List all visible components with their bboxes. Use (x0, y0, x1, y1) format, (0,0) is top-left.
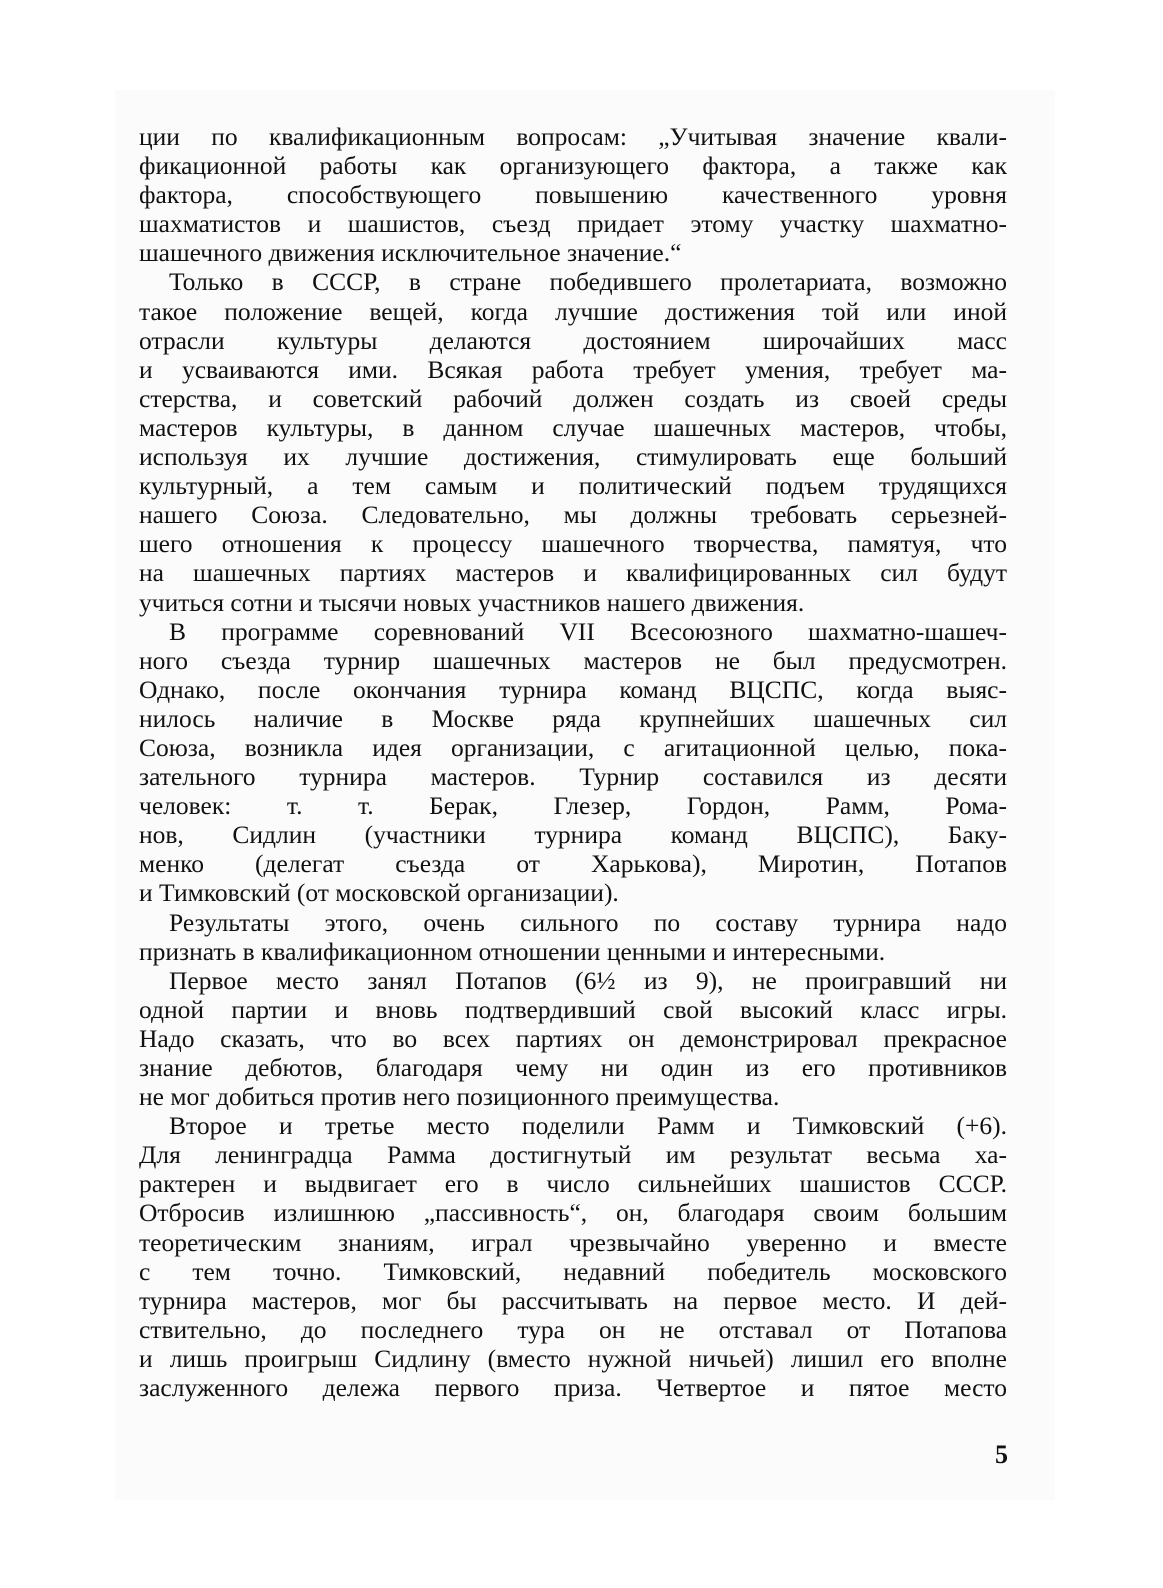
text-line: ствительно, до последнего тура он не отставал от Потапова (139, 1314, 1007, 1344)
text-line: турнира мастеров, мог бы рассчитывать на первое место. И дей- (139, 1285, 1007, 1315)
text-line: В программе соревнований VII Всесоюзного шахматно-шашеч- (169, 616, 1007, 646)
text-line: теоретическим знаниям, играл чрезвычайно уверенно и вместе (139, 1227, 1007, 1257)
text-line: ного съезда турнир шашечных мастеров не был предусмотрен. (139, 645, 1007, 675)
text-line: Результаты этого, очень сильного по составу турнира надо (169, 907, 1007, 937)
text-line: Для ленинградца Рамма достигнутый им результат весьма ха- (139, 1140, 1007, 1170)
text-line: Союза, возникла идея организации, с агитационной целью, пока- (139, 732, 1007, 762)
text-line: ции по квалификационным вопросам: „Учитывая значение квали- (139, 122, 1007, 151)
text-line: и усваиваются ими. Всякая работа требует умения, требует ма- (139, 354, 1007, 384)
text-line: используя их лучшие достижения, стимулировать еще больший (139, 442, 1007, 472)
text-line: Однако, после окончания турнира команд ВЦСПС, когда выяс- (139, 674, 1007, 704)
text-line: культурный, а тем самым и политический подъем трудящихся (139, 471, 1007, 501)
text-line: нов, Сидлин (участники турнира команд ВЦСПС), Баку- (139, 820, 1007, 850)
text-line: Второе и третье место поделили Рамм и Тимковский (+6). (169, 1111, 1007, 1141)
text-line: рактерен и выдвигает его в число сильнейших шашистов СССР. (139, 1169, 1007, 1199)
text-line: одной партии и вновь подтвердивший свой высокий класс игры. (139, 994, 1007, 1024)
body-text (139, 122, 1007, 1402)
page-number: 5 (995, 1440, 1008, 1469)
text-line: заслуженного дележа первого приза. Четвертое и пятое место (139, 1373, 1007, 1403)
text-line: Отбросив излишнюю „пассивность“, он, благодаря своим большим (139, 1198, 1007, 1228)
text-line: шахматистов и шашистов, съезд придает этому участку шахматно- (139, 209, 1007, 239)
text-line: отрасли культуры делаются достоянием широчайших масс (139, 325, 1007, 355)
text-line: мастеров культуры, в данном случае шашечных мастеров, чтобы, (139, 412, 1007, 442)
text-line: шашечного движения исключительное значение.“ (139, 238, 682, 268)
text-line: Первое место занял Потапов (6½ из 9), не проигравший ни (169, 965, 1007, 995)
text-line: учиться сотни и тысячи новых участников нашего движения. (139, 587, 805, 617)
text-line: и Тимковский (от московской организации). (139, 878, 619, 908)
text-line: такое положение вещей, когда лучшие достижения той или иной (139, 296, 1007, 326)
text-line: менко (делегат съезда от Харькова), Миротин, Потапов (139, 849, 1007, 879)
text-line: признать в квалификационном отношении ценными и интересными. (139, 936, 886, 966)
text-line: с тем точно. Тимковский, недавний победитель московского (139, 1256, 1007, 1286)
text-line: Надо сказать, что во всех партиях он демонстрировал прекрасное (139, 1023, 1007, 1053)
text-line: стерства, и советский рабочий должен создать из своей среды (139, 383, 1007, 413)
text-line: нашего Союза. Следовательно, мы должны требовать серьезней- (139, 500, 1007, 530)
text-line: нилось наличие в Москве ряда крупнейших шашечных сил (139, 703, 1007, 733)
text-line: зательного турнира мастеров. Турнир составился из десяти (139, 762, 1007, 792)
text-line: и лишь проигрыш Сидлину (вместо нужной ничьей) лишил его вполне (139, 1343, 1007, 1373)
text-line: шего отношения к процессу шашечного творчества, памятуя, что (139, 529, 1007, 559)
text-line: фикационной работы как организующего фактора, а также как (139, 151, 1007, 181)
text-line: фактора, способствующего повышению качественного уровня (139, 180, 1007, 210)
text-line: на шашечных партиях мастеров и квалифицированных сил будут (139, 558, 1007, 588)
text-line: Только в СССР, в стране победившего пролетариата, возможно (169, 267, 1007, 297)
text-line: знание дебютов, благодаря чему ни один из его противников (139, 1053, 1007, 1082)
text-line: человек: т. т. Берак, Глезер, Гордон, Рамм, Рома- (139, 791, 1007, 821)
text-line: не мог добиться против него позиционного преимущества. (139, 1082, 780, 1112)
